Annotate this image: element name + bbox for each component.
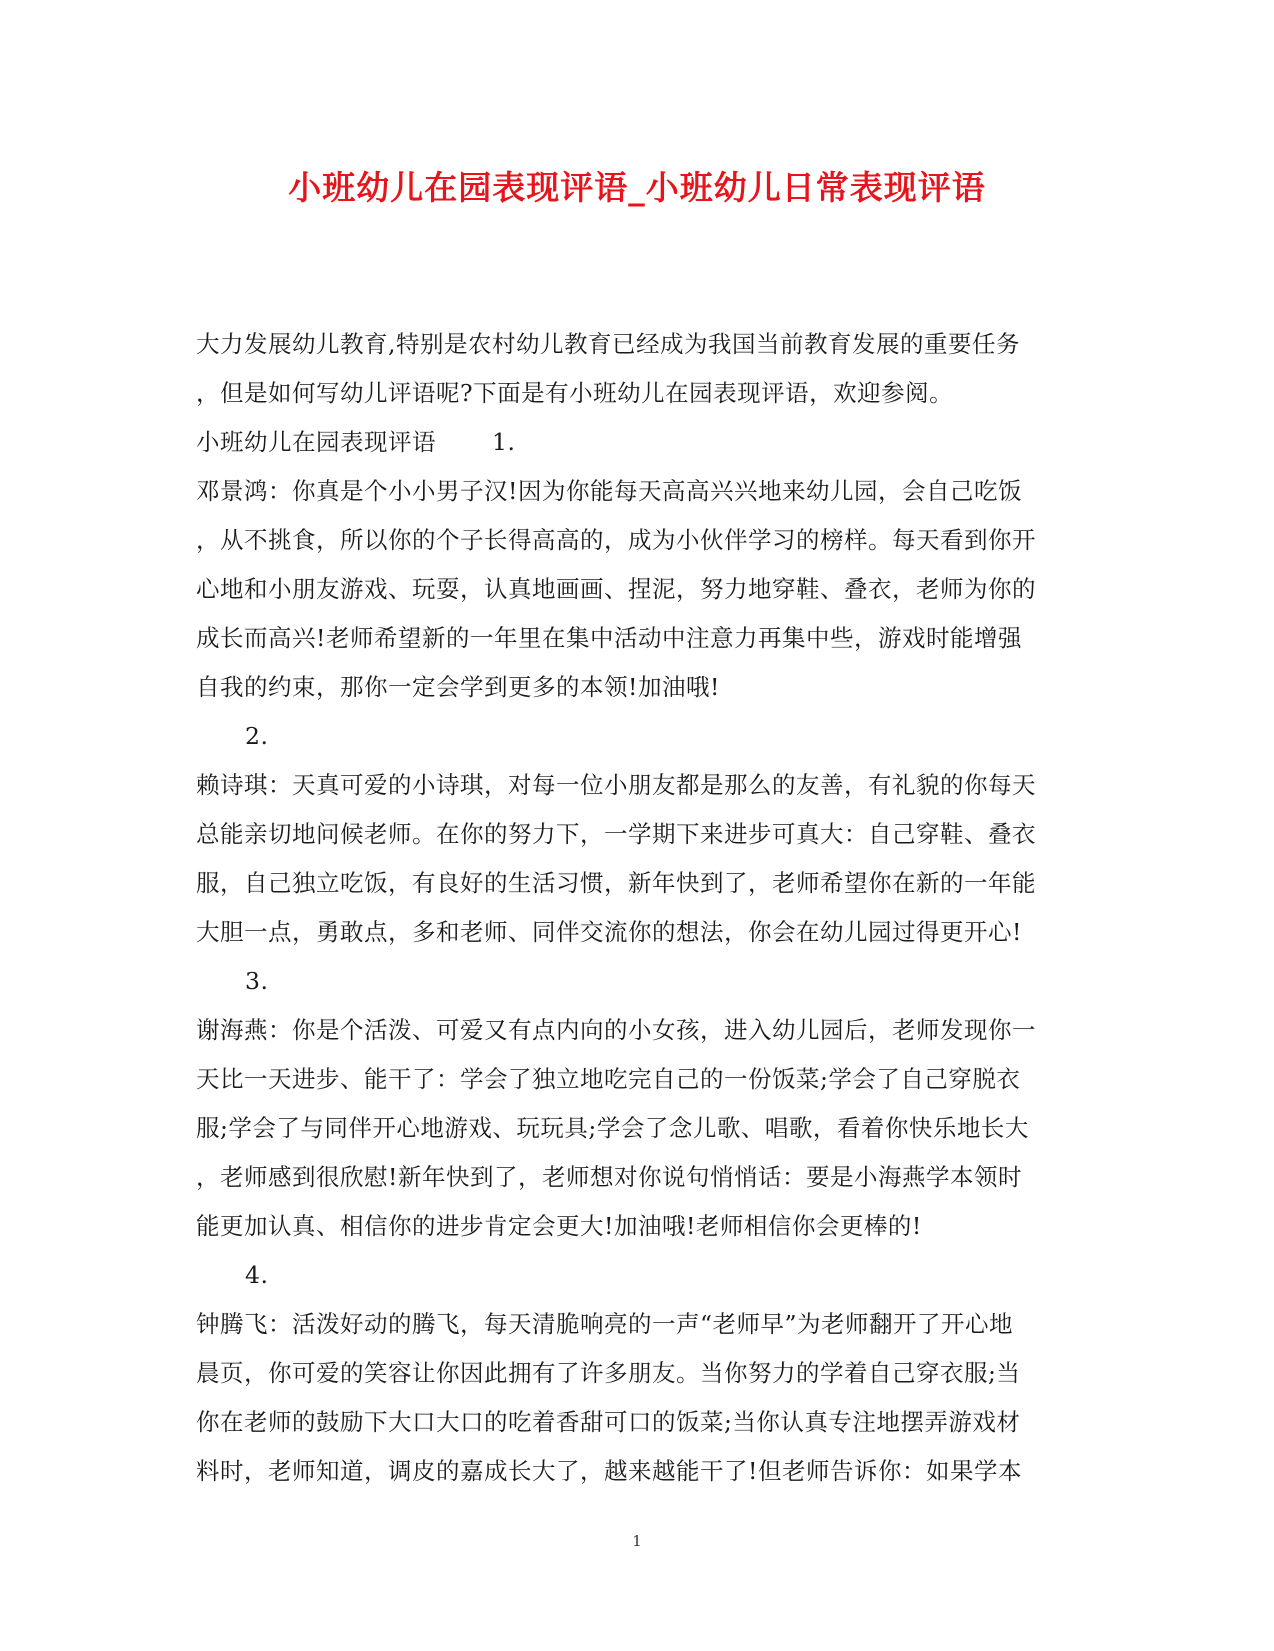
paragraph-line: 心地和小朋友游戏、玩耍，认真地画画、捏泥，努力地穿鞋、叠衣，老师为你的 [196,575,1036,603]
item-number: 1. [492,428,516,456]
section-heading-text: 小班幼儿在园表现评语 [196,428,436,456]
paragraph-line: 服，自己独立吃饭，有良好的生活习惯，新年快到了，老师希望你在新的一年能 [196,869,1036,897]
paragraph-line: 赖诗琪：天真可爱的小诗琪，对每一位小朋友都是那么的友善，有礼貌的你每天 [196,771,1036,799]
item-number: 3. [245,967,269,995]
paragraph-line: 大胆一点，勇敢点，多和老师、同伴交流你的想法，你会在幼儿园过得更开心! [196,918,1022,946]
item-number: 2. [245,722,269,750]
item-number: 4. [245,1261,269,1289]
paragraph-line: 自我的约束，那你一定会学到更多的本领!加油哦! [196,673,720,701]
paragraph-line: ，但是如何写幼儿评语呢?下面是有小班幼儿在园表现评语，欢迎参阅。 [196,379,954,407]
paragraph-line: ，老师感到很欣慰!新年快到了，老师想对你说句悄悄话：要是小海燕学本领时 [196,1163,1022,1191]
paragraph-line: 能更加认真、相信你的进步肯定会更大!加油哦!老师相信你会更棒的! [196,1212,922,1240]
section-heading [196,418,1076,467]
paragraph-line: ，从不挑食，所以你的个子长得高高的，成为小伙伴学习的榜样。每天看到你开 [196,526,1036,554]
paragraph-line: 成长而高兴!老师希望新的一年里在集中活动中注意力再集中些，游戏时能增强 [196,624,1022,652]
page-number: 1 [632,1532,642,1550]
paragraph-line: 天比一天进步、能干了：学会了独立地吃完自己的一份饭菜;学会了自己穿脱衣 [196,1065,1021,1093]
paragraph-line: 谢海燕：你是个活泼、可爱又有点内向的小女孩，进入幼儿园后，老师发现你一 [196,1016,1036,1044]
paragraph-line: 总能亲切地问候老师。在你的努力下，一学期下来进步可真大：自己穿鞋、叠衣 [196,820,1036,848]
paragraph-line: 晨页，你可爱的笑容让你因此拥有了许多朋友。当你努力的学着自己穿衣服;当 [196,1359,1021,1387]
paragraph-line: 邓景鸿：你真是个小小男子汉!因为你能每天高高兴兴地来幼儿园，会自己吃饭 [196,477,1022,505]
paragraph-line: 料时，老师知道，调皮的嘉成长大了，越来越能干了!但老师告诉你：如果学本 [196,1457,1022,1485]
paragraph-line: 大力发展幼儿教育,特别是农村幼儿教育已经成为我国当前教育发展的重要任务 [196,330,1020,358]
document-title: 小班幼儿在园表现评语_小班幼儿日常表现评语 [288,168,986,207]
paragraph-line: 你在老师的鼓励下大口大口的吃着香甜可口的饭菜;当你认真专注地摆弄游戏材 [196,1408,1021,1436]
document-body [196,320,1076,1496]
paragraph-line: 钟腾飞：活泼好动的腾飞，每天清脆响亮的一声“老师早”为老师翻开了开心地 [196,1310,1014,1338]
paragraph-line: 服;学会了与同伴开心地游戏、玩玩具;学会了念儿歌、唱歌，看着你快乐地长大 [196,1114,1029,1142]
